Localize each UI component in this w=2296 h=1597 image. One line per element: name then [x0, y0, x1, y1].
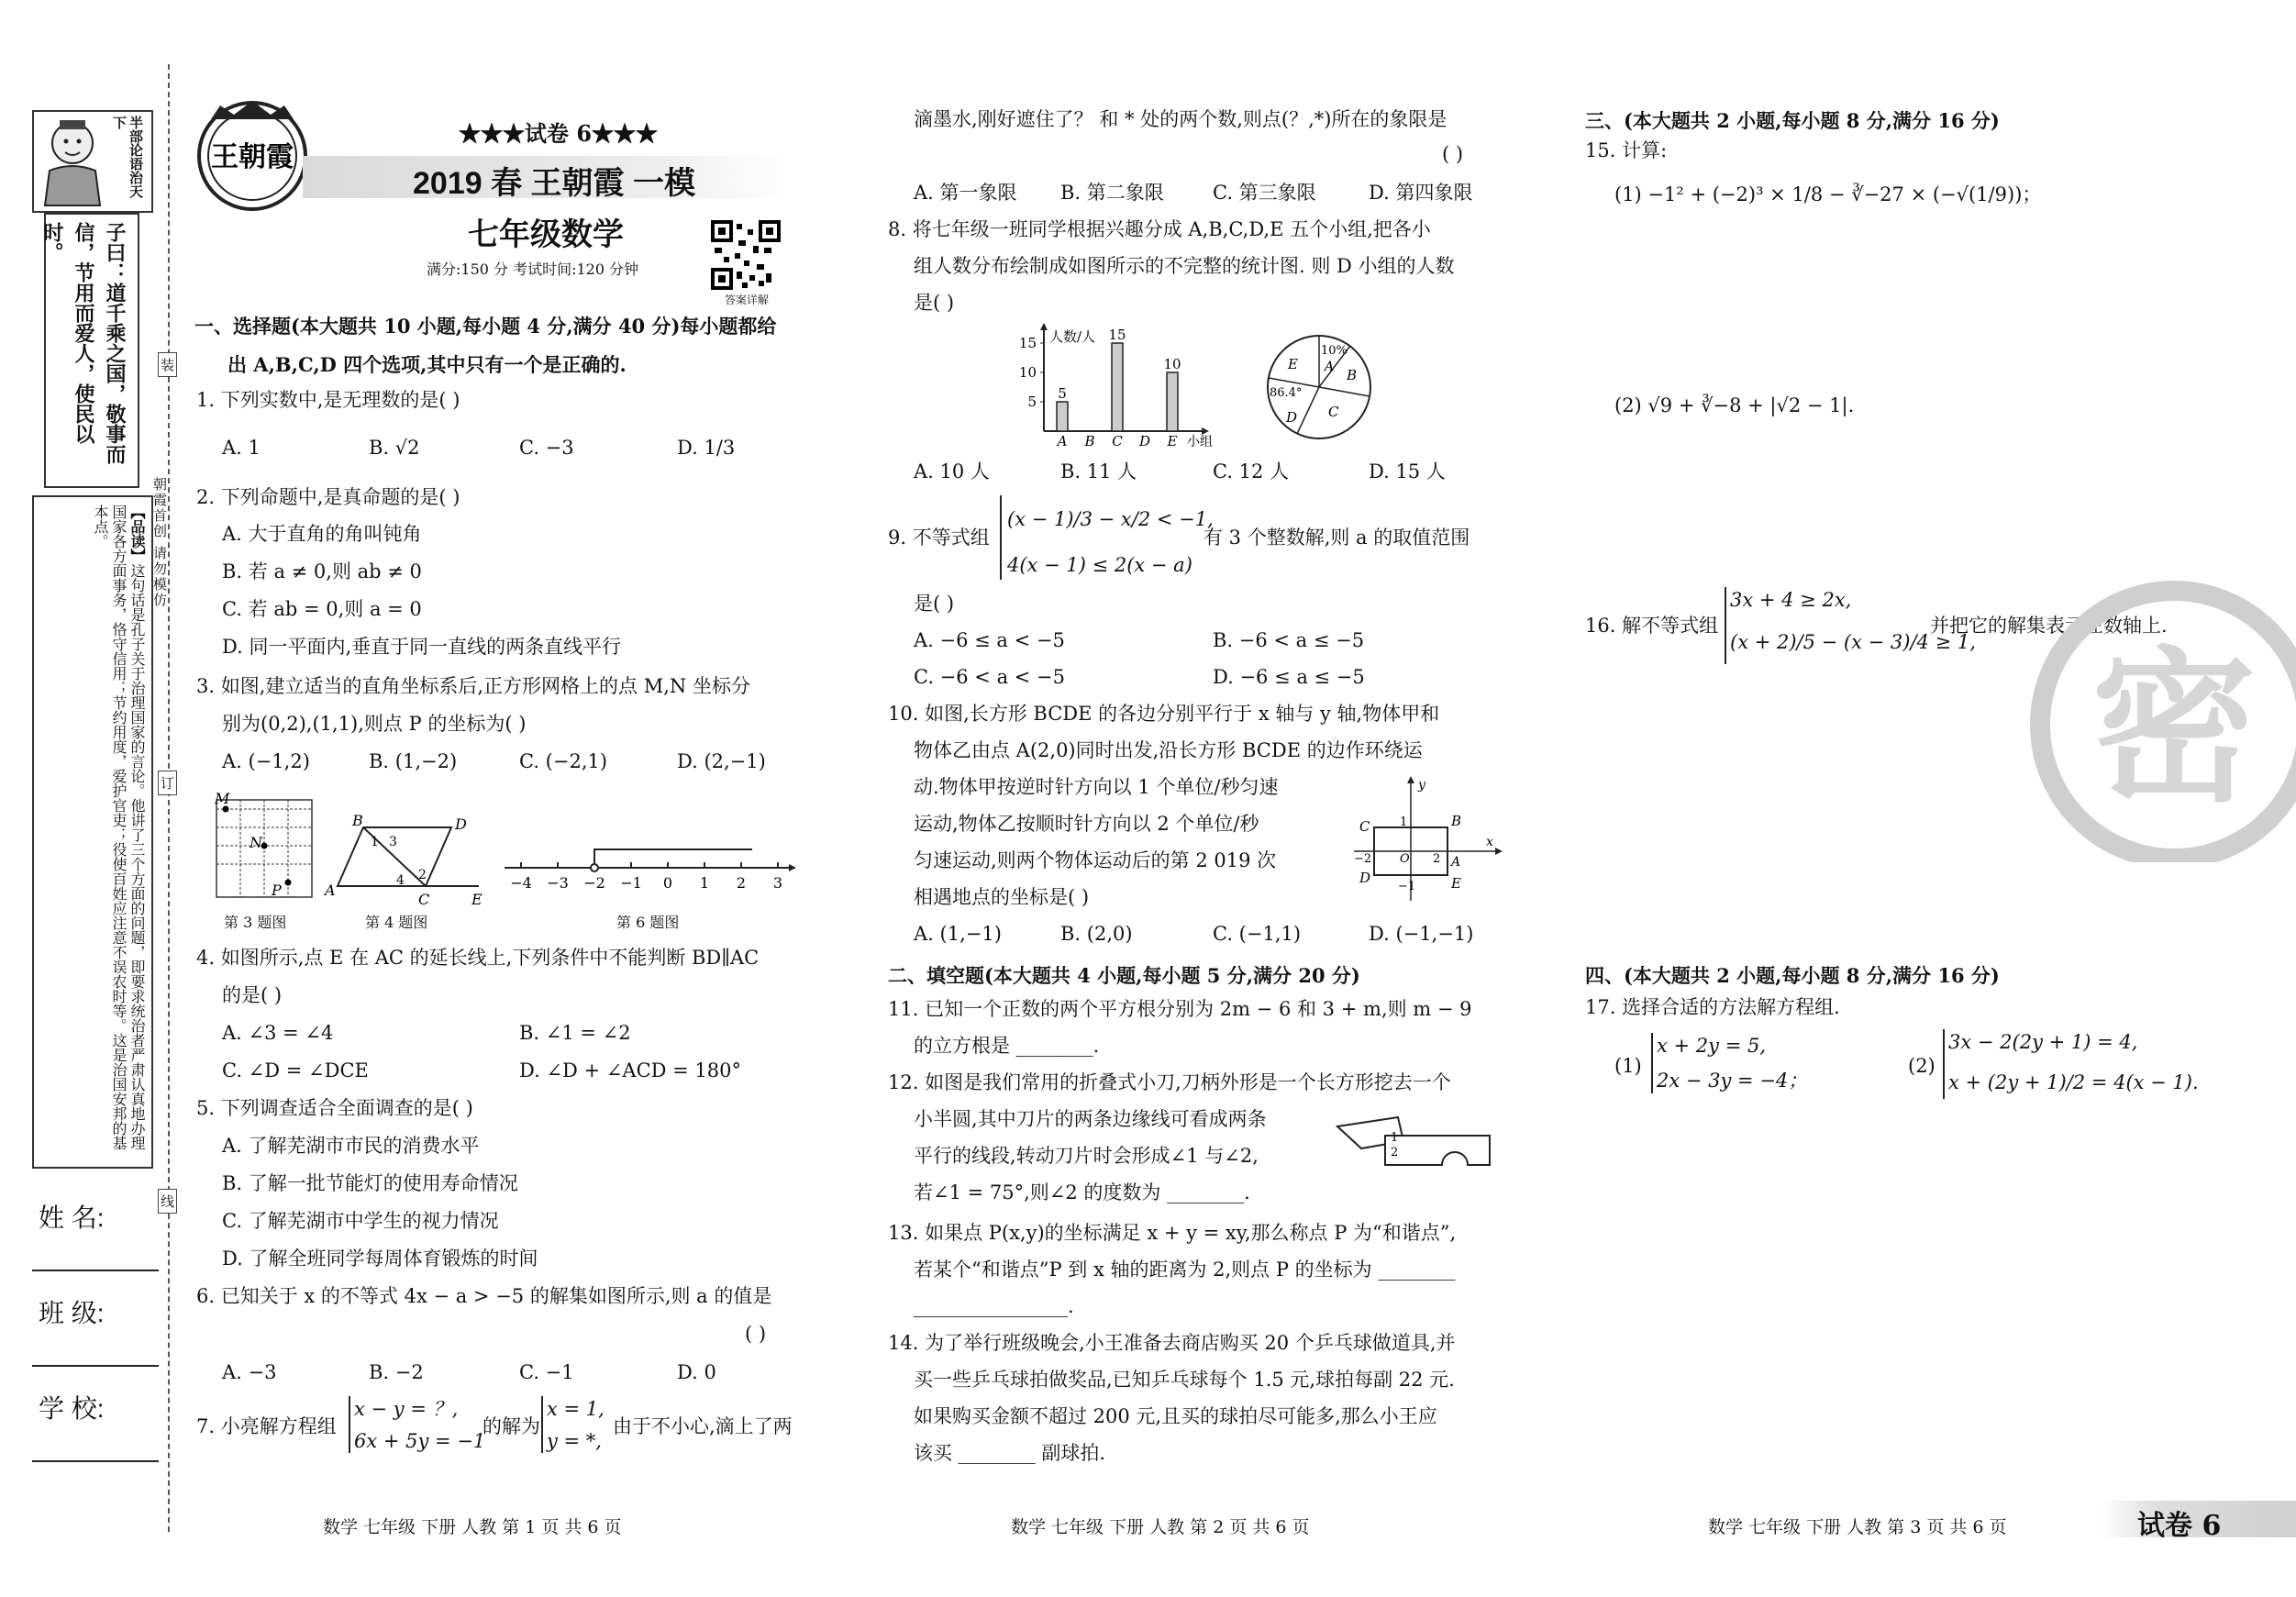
qr-code[interactable]: [711, 220, 781, 290]
q17-brace-1: [1651, 1033, 1653, 1093]
q8-bar-chart: [1007, 323, 1227, 448]
svg-text:y: y: [1418, 778, 1425, 793]
q7-option-a[interactable]: A. 第一象限: [914, 182, 1017, 204]
q10-stem-3: 动.物体甲按逆时针方向以 1 个单位/秒匀速: [914, 776, 1279, 798]
q8-option-d[interactable]: D. 15 人: [1369, 460, 1446, 482]
pindu-text: 这句话是孔子关于治理国家的言论。他讲了三个方面的问题，即要求统治者严肃认真地办理国家各方面事务，恪守信用；节约用度，爱护官吏；役使百姓应注意不误农时等。这是治国安邦的基本点。: [92, 505, 146, 1150]
class-label: 班 级:: [39, 1299, 105, 1327]
svg-text:P: P: [272, 882, 282, 899]
q14-stem-4[interactable]: 该买 ________ 副球拍.: [914, 1442, 1106, 1464]
footer-badge: 试卷 6: [2137, 1510, 2222, 1542]
name-field[interactable]: [32, 1270, 159, 1271]
bar-category-label: A: [1057, 433, 1068, 448]
bar-value-label: 5: [1058, 385, 1067, 402]
q8-pie-chart: [1264, 332, 1374, 442]
q10-stem: 10. 如图,长方形 BCDE 的各边分别平行于 x 轴与 y 轴,物体甲和: [888, 703, 1440, 725]
binding-line: [168, 64, 170, 1532]
pie-label-d: D: [1286, 409, 1298, 426]
q1-option-b[interactable]: B. √2: [369, 437, 420, 459]
q7-option-d[interactable]: D. 第四象限: [1369, 182, 1473, 204]
bar-e: [1167, 372, 1178, 431]
q6-stem: 6. 已知关于 x 的不等式 4x − a > −5 的解集如图所示,则 a 的值是: [196, 1285, 772, 1307]
section-2-heading: 二、填空题(本大题共 4 小题,每小题 5 分,满分 20 分): [888, 964, 1360, 987]
q17-equation-2b: x + (2y + 1)/2 = 4(x − 1).: [1948, 1071, 2199, 1093]
svg-text:2: 2: [418, 868, 427, 882]
seal-char-2: 订: [158, 771, 177, 795]
q12-knife-figure: [1334, 1114, 1499, 1187]
bar-category-label: C: [1112, 433, 1123, 448]
q1-stem: 1. 下列实数中,是无理数的是( ): [196, 389, 460, 411]
q12-stem-2: 小半圆,其中刀片的两条边缘线可看成两条: [914, 1108, 1267, 1130]
q5-stem: 5. 下列调查适合全面调查的是( ): [196, 1097, 473, 1119]
q16-stem-end: 并把它的解集表示在数轴上.: [1930, 615, 2168, 637]
section-1-heading-cont: 出 A,B,C,D 四个选项,其中只有一个是正确的.: [227, 353, 627, 376]
svg-text:2: 2: [1391, 1146, 1399, 1159]
q17-equation-1a: x + 2y = 5,: [1657, 1035, 1766, 1057]
bar-a: [1057, 402, 1068, 431]
q9-stem-mid: 有 3 个整数解,则 a 的取值范围: [1203, 527, 1470, 549]
q8-stem: 8. 将七年级一班同学根据兴趣分成 A,B,C,D,E 五个小组,把各小: [888, 218, 1431, 240]
q11-stem-cont[interactable]: 的立方根是 ________.: [914, 1035, 1100, 1057]
seal-char-3: 线: [158, 1189, 177, 1214]
q10-option-c[interactable]: C. (−1,1): [1213, 923, 1302, 945]
name-label: 姓 名:: [39, 1203, 105, 1232]
q7-solution-1: x = 1,: [547, 1398, 605, 1420]
section-3-heading: 三、(本大题共 2 小题,每小题 8 分,满分 16 分): [1585, 109, 2000, 132]
q13-stem: 13. 如果点 P(x,y)的坐标满足 x + y = xy,那么称点 P 为“和谐点”,: [888, 1222, 1457, 1244]
q6-option-b[interactable]: B. −2: [369, 1361, 424, 1383]
figure-4-caption: 第 4 题图: [365, 914, 428, 931]
bar-chart-xlabel: 小组: [1187, 435, 1213, 448]
number-line-tick-label: 1: [699, 874, 710, 892]
q8-stem-cont: 组人数分布绘制成如图所示的不完整的统计图. 则 D 小组的人数: [914, 255, 1455, 277]
side-quote: 子曰：道千乘之国，敬事而信，节用而爱人，使民以时。: [40, 222, 127, 464]
number-line-tick-label: −1: [620, 874, 642, 892]
side-quote-box: [40, 213, 139, 488]
pie-label-a: A: [1325, 360, 1335, 374]
svg-text:D: D: [455, 815, 467, 833]
svg-text:3: 3: [389, 835, 397, 849]
q9-option-c[interactable]: C. −6 < a < −5: [914, 666, 1065, 688]
q17-brace-2: [1943, 1029, 1945, 1099]
bar-chart-ylabel: 人数/人: [1049, 328, 1096, 345]
q16-brace: [1725, 587, 1726, 664]
q5-option-d[interactable]: D. 了解全班同学每周体育锻炼的时间: [222, 1248, 538, 1270]
q15-part-1: (1) −1² + (−2)³ × 1/8 − ∛−27 × (−√(1/9))；: [1614, 183, 2042, 205]
bar-value-label: 10: [1163, 356, 1181, 372]
number-line-tick-label: 3: [772, 874, 783, 892]
q5-option-b[interactable]: B. 了解一批节能灯的使用寿命情况: [222, 1172, 518, 1194]
q12-stem-3: 平行的线段,转动刀片时会形成∠1 与∠2,: [914, 1145, 1259, 1167]
number-line-tick-label: 2: [736, 874, 747, 892]
figure-3-grid: [209, 791, 319, 901]
pie-label-c: C: [1328, 404, 1339, 420]
q6-option-d[interactable]: D. 0: [677, 1361, 716, 1383]
q1-option-c[interactable]: C. −3: [519, 437, 574, 459]
q3-stem: 3. 如图,建立适当的直角坐标系后,正方形网格上的点 M,N 坐标分: [196, 675, 750, 697]
q4-option-d[interactable]: D. ∠D + ∠ACD = 180°: [519, 1059, 742, 1081]
bar-chart-ytick-label: 5: [1027, 394, 1037, 410]
q5-option-c[interactable]: C. 了解芜湖市中学生的视力情况: [222, 1210, 499, 1232]
subject-title: 七年级数学: [468, 217, 624, 252]
page-2-footer: 数学 七年级 下册 人教 第 2 页 共 6 页: [1011, 1517, 1310, 1537]
q9-stem-end: 是( ): [914, 593, 955, 615]
q16-stem: 16. 解不等式组: [1585, 615, 1719, 637]
q7-stem-end: 由于不小心,滴上了两: [613, 1415, 793, 1437]
svg-text:C: C: [418, 891, 430, 908]
q3-option-c[interactable]: C. (−2,1): [519, 750, 608, 772]
svg-text:1: 1: [1391, 1131, 1399, 1145]
q6-option-a[interactable]: A. −3: [222, 1361, 277, 1383]
svg-text:A: A: [1451, 855, 1461, 870]
svg-text:1: 1: [1400, 815, 1408, 829]
q4-stem-cont: 的是( ): [222, 984, 283, 1006]
q4-stem: 4. 如图所示,点 E 在 AC 的延长线上,下列条件中不能判断 BD∥AC: [196, 947, 760, 969]
number-line-tick-label: −4: [510, 874, 532, 892]
q16-inequality-2: (x + 2)/5 − (x − 3)/4 ≥ 1,: [1730, 631, 1976, 653]
q3-option-a[interactable]: A. (−1,2): [222, 750, 310, 772]
q12-stem: 12. 如图是我们常用的折叠式小刀,刀柄外形是一个长方形挖去一个: [888, 1071, 1451, 1093]
figure-6-caption: 第 6 题图: [616, 914, 680, 931]
svg-text:N: N: [250, 834, 262, 851]
watermark-seal-text: 密: [2091, 631, 2257, 825]
section-1-heading: 一、选择题(本大题共 10 小题,每小题 4 分,满分 40 分)每小题都给: [194, 315, 777, 338]
q9-inequality-2: 4(x − 1) ≤ 2(x − a): [1007, 554, 1192, 576]
q15-part-2: (2) √9 + ∛−8 + |√2 − 1|.: [1614, 394, 1855, 416]
bar-category-label: E: [1167, 433, 1178, 448]
q16-inequality-1: 3x + 4 ≥ 2x,: [1730, 589, 1852, 611]
q17-part-2-label: (2): [1908, 1055, 1936, 1077]
seal-char-1: 装: [158, 352, 177, 377]
section-4-heading: 四、(本大题共 2 小题,每小题 8 分,满分 16 分): [1585, 964, 2000, 987]
pie-label-pct: 10%: [1321, 344, 1348, 358]
q7-cont: 滴墨水,刚好遮住了？ 和 * 处的两个数,则点(？,*)所在的象限是: [914, 108, 1447, 130]
q14-stem-2: 买一些乒乓球拍做奖品,已知乒乓球每个 1.5 元,球拍每副 22 元.: [914, 1369, 1455, 1391]
q7-option-b[interactable]: B. 第二象限: [1060, 182, 1164, 204]
q6-option-c[interactable]: C. −1: [519, 1361, 574, 1383]
bar-c: [1112, 343, 1123, 431]
q7-solution-2: y = *,: [547, 1430, 602, 1452]
number-line-tick-label: −2: [583, 874, 605, 892]
q8-option-b[interactable]: B. 11 人: [1060, 460, 1137, 482]
bar-category-label: D: [1138, 433, 1151, 448]
original-note: 朝霞首创 请勿模仿: [151, 477, 168, 608]
q2-option-a[interactable]: A. 大于直角的角叫钝角: [222, 523, 422, 545]
q1-option-a[interactable]: A. 1: [222, 437, 261, 459]
q13-stem-3[interactable]: ________________.: [914, 1295, 1074, 1317]
class-field[interactable]: [32, 1365, 159, 1367]
side-motto-box: [32, 110, 153, 213]
exam-title: 2019 春 王朝霞 一模: [413, 166, 695, 201]
q7-brace-1: [349, 1396, 350, 1453]
q5-option-a[interactable]: A. 了解芜湖市市民的消费水平: [222, 1135, 480, 1157]
page-3-footer: 数学 七年级 下册 人教 第 3 页 共 6 页: [1708, 1517, 2007, 1537]
confucius-illustration: [36, 116, 109, 207]
q7-brace-2: [541, 1396, 543, 1453]
q4-option-b[interactable]: B. ∠1 = ∠2: [519, 1022, 631, 1044]
q10-stem-5: 匀速运动,则两个物体运动后的第 2 019 次: [914, 849, 1277, 871]
q14-stem-3: 如果购买金额不超过 200 元,且买的球拍尽可能多,那么小王应: [914, 1405, 1437, 1427]
school-label: 学 校:: [39, 1394, 105, 1423]
side-pindu: [91, 505, 146, 1159]
q8-option-c[interactable]: C. 12 人: [1213, 460, 1290, 482]
q10-option-a[interactable]: A. (1,−1): [914, 923, 1002, 945]
pie-label-b: B: [1347, 367, 1358, 383]
bar-chart-ytick-label: 10: [1018, 364, 1037, 381]
q7-equation-2: 6x + 5y = −1: [354, 1430, 486, 1452]
svg-text:1: 1: [371, 835, 379, 849]
q4-option-a[interactable]: A. ∠3 = ∠4: [222, 1022, 334, 1044]
svg-text:2: 2: [1433, 852, 1441, 866]
q9-option-a[interactable]: A. −6 ≤ a < −5: [914, 629, 1065, 651]
q3-option-d[interactable]: D. (2,−1): [677, 750, 766, 772]
q3-option-b[interactable]: B. (1,−2): [369, 750, 458, 772]
q9-brace: [1000, 495, 1002, 580]
q10-stem-6: 相遇地点的坐标是( ): [914, 886, 1090, 908]
bar-value-label: 15: [1108, 327, 1126, 343]
svg-text:4: 4: [396, 873, 405, 888]
qr-caption: 答案详解: [725, 294, 770, 306]
svg-text:O: O: [1400, 852, 1410, 866]
svg-text:E: E: [1451, 875, 1461, 892]
q15-stem: 15. 计算:: [1585, 139, 1668, 161]
q17-equation-2a: 3x − 2(2y + 1) = 4,: [1948, 1031, 2138, 1053]
q7-equation-1: x − y = ？,: [354, 1398, 459, 1420]
svg-text:M: M: [215, 791, 230, 807]
svg-text:x: x: [1486, 835, 1493, 849]
q10-option-b[interactable]: B. (2,0): [1060, 923, 1133, 945]
q14-stem: 14. 为了举行班级晚会,小王准备去商店购买 20 个乒乓球做道具,并: [888, 1332, 1456, 1354]
pie-label-e: E: [1288, 356, 1298, 372]
q1-option-d[interactable]: D. 1/3: [677, 437, 736, 459]
bar-chart-ytick-label: 15: [1018, 335, 1037, 351]
q9-option-b[interactable]: B. −6 < a ≤ −5: [1213, 629, 1365, 651]
q2-stem: 2. 下列命题中,是真命题的是( ): [196, 486, 460, 508]
q2-option-b[interactable]: B. 若 a ≠ 0,则 ab ≠ 0: [222, 560, 422, 582]
bar-category-label: B: [1084, 433, 1095, 448]
pindu-label: 【品读】: [128, 505, 146, 563]
svg-text:A: A: [325, 882, 336, 899]
q2-option-c[interactable]: C. 若 ab = 0,则 a = 0: [222, 598, 422, 620]
svg-text:−1: −1: [1398, 880, 1416, 893]
number-line-tick-label: 0: [662, 874, 673, 892]
q17-equation-1b: 2x − 3y = −4；: [1657, 1070, 1808, 1092]
q4-option-c[interactable]: C. ∠D = ∠DCE: [222, 1059, 369, 1081]
q8-stem-end: 是( ): [914, 292, 955, 314]
q13-stem-2[interactable]: 若某个“和谐点”P 到 x 轴的距离为 2,则点 P 的坐标为 ________: [914, 1259, 1456, 1281]
pie-label-angle: 86.4°: [1270, 386, 1303, 400]
q12-stem-4[interactable]: 若∠1 = 75°,则∠2 的度数为 ________.: [914, 1181, 1250, 1203]
q10-stem-4: 运动,物体乙按顺时针方向以 2 个单位/秒: [914, 813, 1259, 835]
paper-number: ★★★试卷 6★★★: [459, 120, 659, 147]
svg-text:B: B: [1451, 813, 1462, 829]
svg-text:B: B: [352, 813, 363, 829]
q7-option-c[interactable]: C. 第三象限: [1213, 182, 1316, 204]
q7-stem-mid: 的解为: [482, 1415, 540, 1437]
svg-text:C: C: [1359, 818, 1370, 835]
side-pindu-box: [32, 495, 153, 1169]
q8-option-a[interactable]: A. 10 人: [914, 460, 990, 482]
q2-option-d[interactable]: D. 同一平面内,垂直于同一直线的两条直线平行: [222, 636, 622, 658]
q17-stem: 17. 选择合适的方法解方程组.: [1585, 996, 1840, 1018]
q6-answer-paren[interactable]: ( ): [745, 1323, 767, 1345]
watermark-seal: [2018, 569, 2296, 862]
q3-stem-cont: 别为(0,2),(1,1),则点 P 的坐标为( ): [222, 713, 527, 735]
svg-text:D: D: [1359, 870, 1371, 886]
q10-rectangle-figure: [1348, 776, 1504, 904]
q10-stem-2: 物体乙由点 A(2,0)同时出发,沿长方形 BCDE 的边作环绕运: [914, 739, 1423, 761]
q9-stem: 9. 不等式组: [888, 527, 990, 549]
q9-option-d[interactable]: D. −6 ≤ a ≤ −5: [1213, 666, 1365, 688]
q17-part-1-label: (1): [1614, 1055, 1642, 1077]
figure-3-caption: 第 3 题图: [224, 914, 287, 931]
q9-inequality-1: (x − 1)/3 − x/2 < −1,: [1007, 508, 1214, 530]
q11-stem: 11. 已知一个正数的两个平方根分别为 2m − 6 和 3 + m,则 m − 9: [888, 998, 1472, 1020]
school-field[interactable]: [32, 1460, 159, 1462]
page-1-footer: 数学 七年级 下册 人教 第 1 页 共 6 页: [323, 1517, 622, 1537]
q10-option-d[interactable]: D. (−1,−1): [1369, 923, 1474, 945]
figure-6-number-line: [503, 837, 796, 893]
svg-text:−2: −2: [1354, 852, 1372, 866]
exam-meta: 满分:150 分 考试时间:120 分钟: [427, 261, 639, 278]
brand-logo-text: 王朝霞: [211, 141, 294, 173]
svg-text:E: E: [471, 891, 482, 908]
number-line-tick-label: −3: [547, 874, 569, 892]
q7-answer-paren[interactable]: ( ): [1442, 143, 1464, 165]
brand-logo: [193, 96, 312, 216]
figure-4-parallelogram: [323, 813, 497, 914]
side-motto: 半部论语治天下: [111, 116, 144, 198]
q7-stem: 7. 小亮解方程组: [196, 1415, 337, 1437]
